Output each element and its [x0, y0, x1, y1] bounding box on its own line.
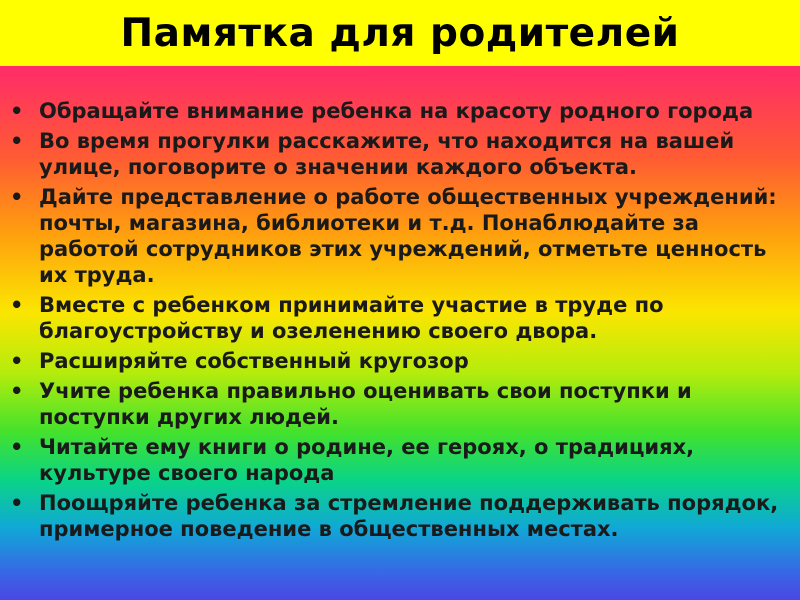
list-item [10, 378, 800, 430]
list-item [10, 434, 800, 486]
list-item-text: Расширяйте собственный кругозор [39, 349, 469, 373]
bullet-icon: • [10, 99, 24, 123]
title-bar [0, 0, 800, 66]
list-item-text: Читайте ему книги о родине, ее героях, о традициях, культуре своего народа [39, 435, 695, 485]
bullet-list [10, 98, 800, 546]
slide-title: Памятка для родителей [120, 10, 680, 56]
bullet-icon: • [10, 293, 24, 317]
list-item [10, 490, 800, 542]
list-item-text: Учите ребенка правильно оценивать свои поступки и поступки других людей. [39, 379, 692, 429]
list-item [10, 348, 800, 374]
bullet-icon: • [10, 379, 24, 403]
list-item-text: Дайте представление о работе общественных учреждений: почты, магазина, библиотеки и т.д. Понаблюдайте за работой сотрудников этих учреждений, отметьте ценность их труда. [39, 185, 777, 287]
list-item [10, 128, 800, 180]
list-item-text: Обращайте внимание ребенка на красоту родного города [39, 99, 754, 123]
bullet-icon: • [10, 349, 24, 373]
bullet-icon: • [10, 185, 24, 209]
list-item [10, 292, 800, 344]
list-item-text: Вместе с ребенком принимайте участие в труде по благоустройству и озеленению своего двора. [39, 293, 664, 343]
bullet-icon: • [10, 435, 24, 459]
list-item [10, 98, 800, 124]
bullet-icon: • [10, 129, 24, 153]
list-item-text: Поощряйте ребенка за стремление поддерживать порядок, примерное поведение в общественных местах. [39, 491, 779, 541]
list-item [10, 184, 800, 288]
list-item-text: Во время прогулки расскажите, что находится на вашей улице, поговорите о значении каждого объекта. [39, 129, 735, 179]
bullet-icon: • [10, 491, 24, 515]
